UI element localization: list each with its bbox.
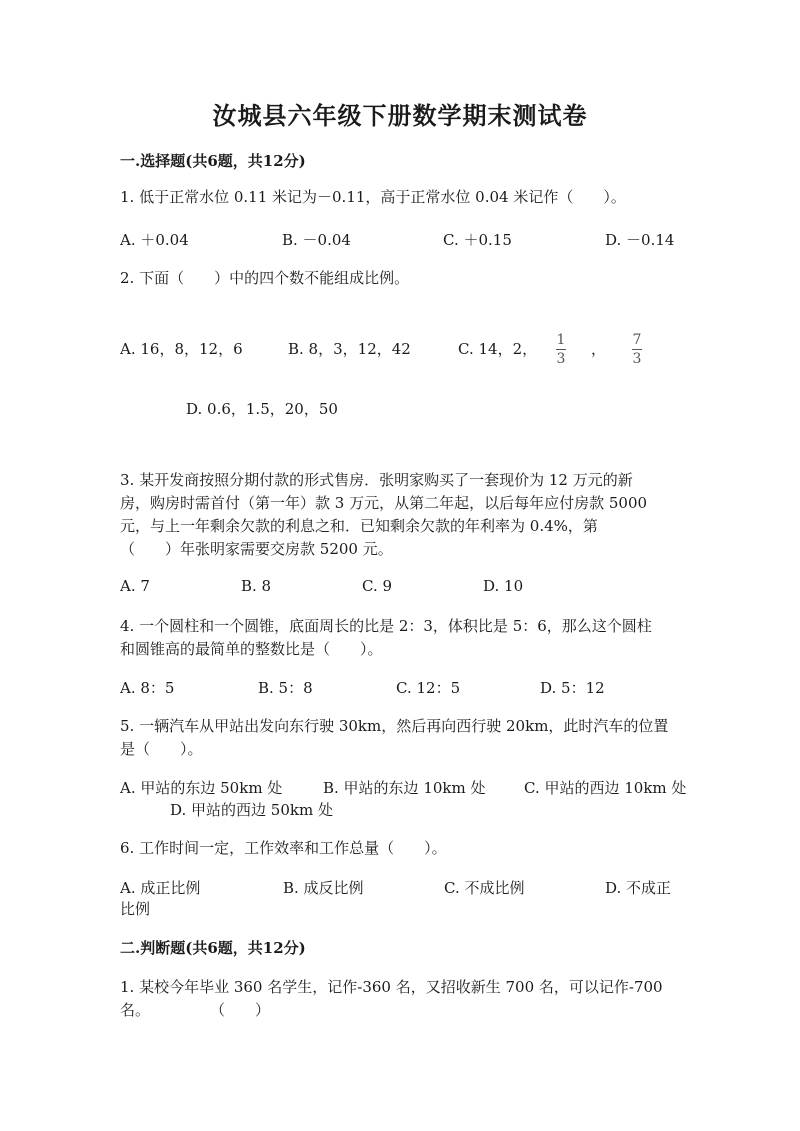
- question-6-text: 6. 工作时间一定，工作效率和工作总量（ ）。: [120, 839, 447, 857]
- question-1-option-d: D. －0.14: [605, 231, 675, 249]
- question-2-option-b: B. 8，3，12，42: [288, 340, 411, 358]
- fraction-bar: [556, 349, 566, 350]
- judgment-1-line-2: 名。 （ ）: [120, 1001, 271, 1019]
- question-4-option-a: A. 8：5: [120, 679, 175, 697]
- question-2-separator: ，: [591, 340, 607, 358]
- fraction-numerator: 7: [632, 332, 642, 348]
- question-5-option-b: B. 甲站的东边 10km 处: [323, 779, 486, 797]
- question-4-line-1: 4. 一个圆柱和一个圆锥，底面周长的比是 2：3，体积比是 5：6，那么这个圆柱: [120, 617, 652, 635]
- question-3-line-4: （ ）年张明家需要交房款 5200 元。: [120, 540, 393, 558]
- question-1-text: 1. 低于正常水位 0.11 米记为－0.11，高于正常水位 0.04 米记作（ ）。: [120, 188, 626, 206]
- judgment-1-line-1: 1. 某校今年毕业 360 名学生，记作-360 名，又招收新生 700 名，可以记作-700: [120, 978, 663, 996]
- fraction-seven-thirds: [632, 333, 642, 366]
- page-title: 汝城县六年级下册数学期末测试卷: [212, 101, 588, 130]
- section-heading-choice: 一.选择题(共6题，共12分): [120, 152, 306, 170]
- section-heading-judgment: 二.判断题(共6题，共12分): [120, 939, 306, 957]
- question-5-option-a: A. 甲站的东边 50km 处: [120, 779, 283, 797]
- fraction-one-third: [556, 333, 566, 366]
- fraction-denominator: 3: [556, 351, 566, 367]
- question-5-line-1: 5. 一辆汽车从甲站出发向东行驶 30km，然后再向西行驶 20km，此时汽车的位置: [120, 717, 669, 735]
- question-5-option-d: D. 甲站的西边 50km 处: [170, 801, 333, 819]
- question-6-option-c: C. 不成比例: [444, 879, 525, 897]
- question-4-option-d: D. 5：12: [540, 679, 605, 697]
- question-1-option-b: B. －0.04: [282, 231, 351, 249]
- question-6-option-d: D. 不成正: [605, 879, 672, 897]
- question-4-line-2: 和圆锥高的最简单的整数比是（ ）。: [120, 640, 383, 658]
- fraction-numerator: 1: [556, 332, 566, 348]
- fraction-denominator: 3: [632, 351, 642, 367]
- question-3-option-b: B. 8: [241, 577, 272, 595]
- question-3-option-a: A. 7: [120, 577, 150, 595]
- question-6-option-d-continued: 比例: [120, 900, 151, 918]
- question-5-option-c: C. 甲站的西边 10km 处: [524, 779, 687, 797]
- question-6-option-a: A. 成正比例: [120, 879, 201, 897]
- fraction-bar: [632, 349, 642, 350]
- question-3-option-d: D. 10: [483, 577, 524, 595]
- question-4-option-b: B. 5：8: [258, 679, 313, 697]
- question-1-option-c: C. ＋0.15: [443, 231, 512, 249]
- question-2-text: 2. 下面（ ）中的四个数不能组成比例。: [120, 269, 410, 287]
- question-2-option-c: C. 14，2，: [458, 340, 538, 358]
- question-5-line-2: 是（ ）。: [120, 740, 203, 758]
- question-3-line-2: 房，购房时需首付（第一年）款 3 万元，从第二年起，以后每年应付房款 5000: [120, 494, 648, 512]
- question-3-option-c: C. 9: [362, 577, 393, 595]
- question-2-option-a: A. 16，8，12，6: [120, 340, 243, 358]
- question-3-line-3: 元，与上一年剩余欠款的利息之和．已知剩余欠款的年利率为 0.4%，第: [120, 517, 598, 535]
- question-3-line-1: 3. 某开发商按照分期付款的形式售房．张明家购买了一套现价为 12 万元的新: [120, 471, 633, 489]
- question-4-option-c: C. 12：5: [396, 679, 461, 697]
- question-2-option-d: D. 0.6，1.5，20，50: [186, 400, 338, 418]
- question-1-option-a: A. ＋0.04: [120, 231, 189, 249]
- question-6-option-b: B. 成反比例: [283, 879, 364, 897]
